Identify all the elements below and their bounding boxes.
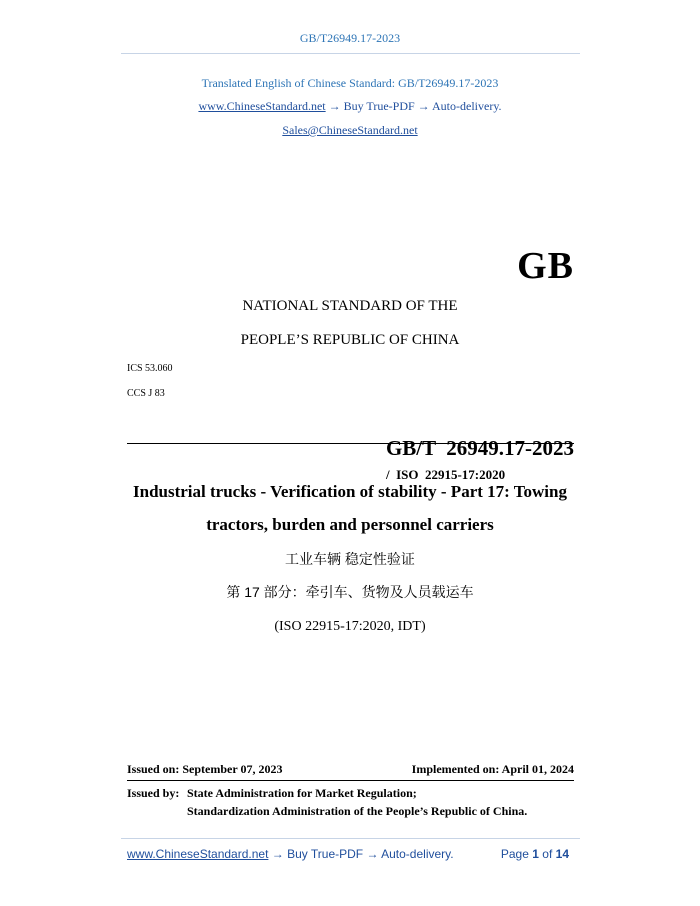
- running-header: GB/T26949.17-2023: [299, 31, 401, 45]
- iso-reference: / ISO 22915-17:2020: [385, 467, 506, 482]
- email-line: [0, 123, 700, 138]
- standard-number-line: [378, 412, 574, 487]
- gb-logo: GB: [517, 245, 574, 287]
- dates-divider: [127, 780, 574, 781]
- site-link[interactable]: www.ChineseStandard.net: [198, 99, 326, 113]
- ics-code: ICS 53.060: [127, 363, 173, 374]
- std-number: GB/T 26949.17-2023: [385, 436, 574, 460]
- issuer-line1: State Administration for Market Regulation;: [187, 786, 417, 800]
- footer-site-link[interactable]: www.ChineseStandard.net: [127, 847, 269, 861]
- issuer-line2: Standardization Administration of the People’s Republic of China.: [187, 804, 528, 818]
- footer-promo: [127, 847, 454, 861]
- iso-idt: (ISO 22915-17:2020, IDT): [274, 619, 426, 634]
- title-line2: tractors, burden and personnel carriers: [206, 515, 494, 534]
- promo-line: [0, 99, 700, 114]
- footer-divider: [121, 838, 580, 839]
- issued-by-label: Issued by:: [127, 786, 180, 800]
- promo-text: → Buy True-PDF → Auto-delivery.: [328, 99, 502, 113]
- page-indicator: [501, 847, 569, 861]
- page-total: 14: [555, 847, 569, 861]
- implemented-on: Implemented on: April 01, 2024: [411, 762, 574, 776]
- chinese-title-line1: 工业车辆 稳定性验证: [285, 551, 415, 567]
- footer-promo-text: → Buy True-PDF → Auto-delivery.: [271, 847, 454, 861]
- page-label: Page: [500, 847, 529, 861]
- ccs-code: CCS J 83: [127, 388, 165, 399]
- page-number: 1: [532, 847, 539, 861]
- translation-note: Translated English of Chinese Standard: GB/T26949.17-2023: [201, 76, 499, 90]
- national-standard-line2: PEOPLE’S REPUBLIC OF CHINA: [240, 332, 460, 348]
- of-label: of: [542, 847, 553, 861]
- title-divider: [127, 443, 574, 444]
- national-standard-line1: NATIONAL STANDARD OF THE: [242, 298, 458, 314]
- email-link[interactable]: Sales@ChineseStandard.net: [282, 123, 418, 137]
- chinese-title-line2: 第 17 部分：牵引车、货物及人员载运车: [226, 584, 474, 600]
- title-line1: Industrial trucks - Verification of stability - Part 17: Towing: [133, 482, 567, 501]
- issued-on: Issued on: September 07, 2023: [127, 762, 283, 776]
- header-divider: [121, 53, 580, 54]
